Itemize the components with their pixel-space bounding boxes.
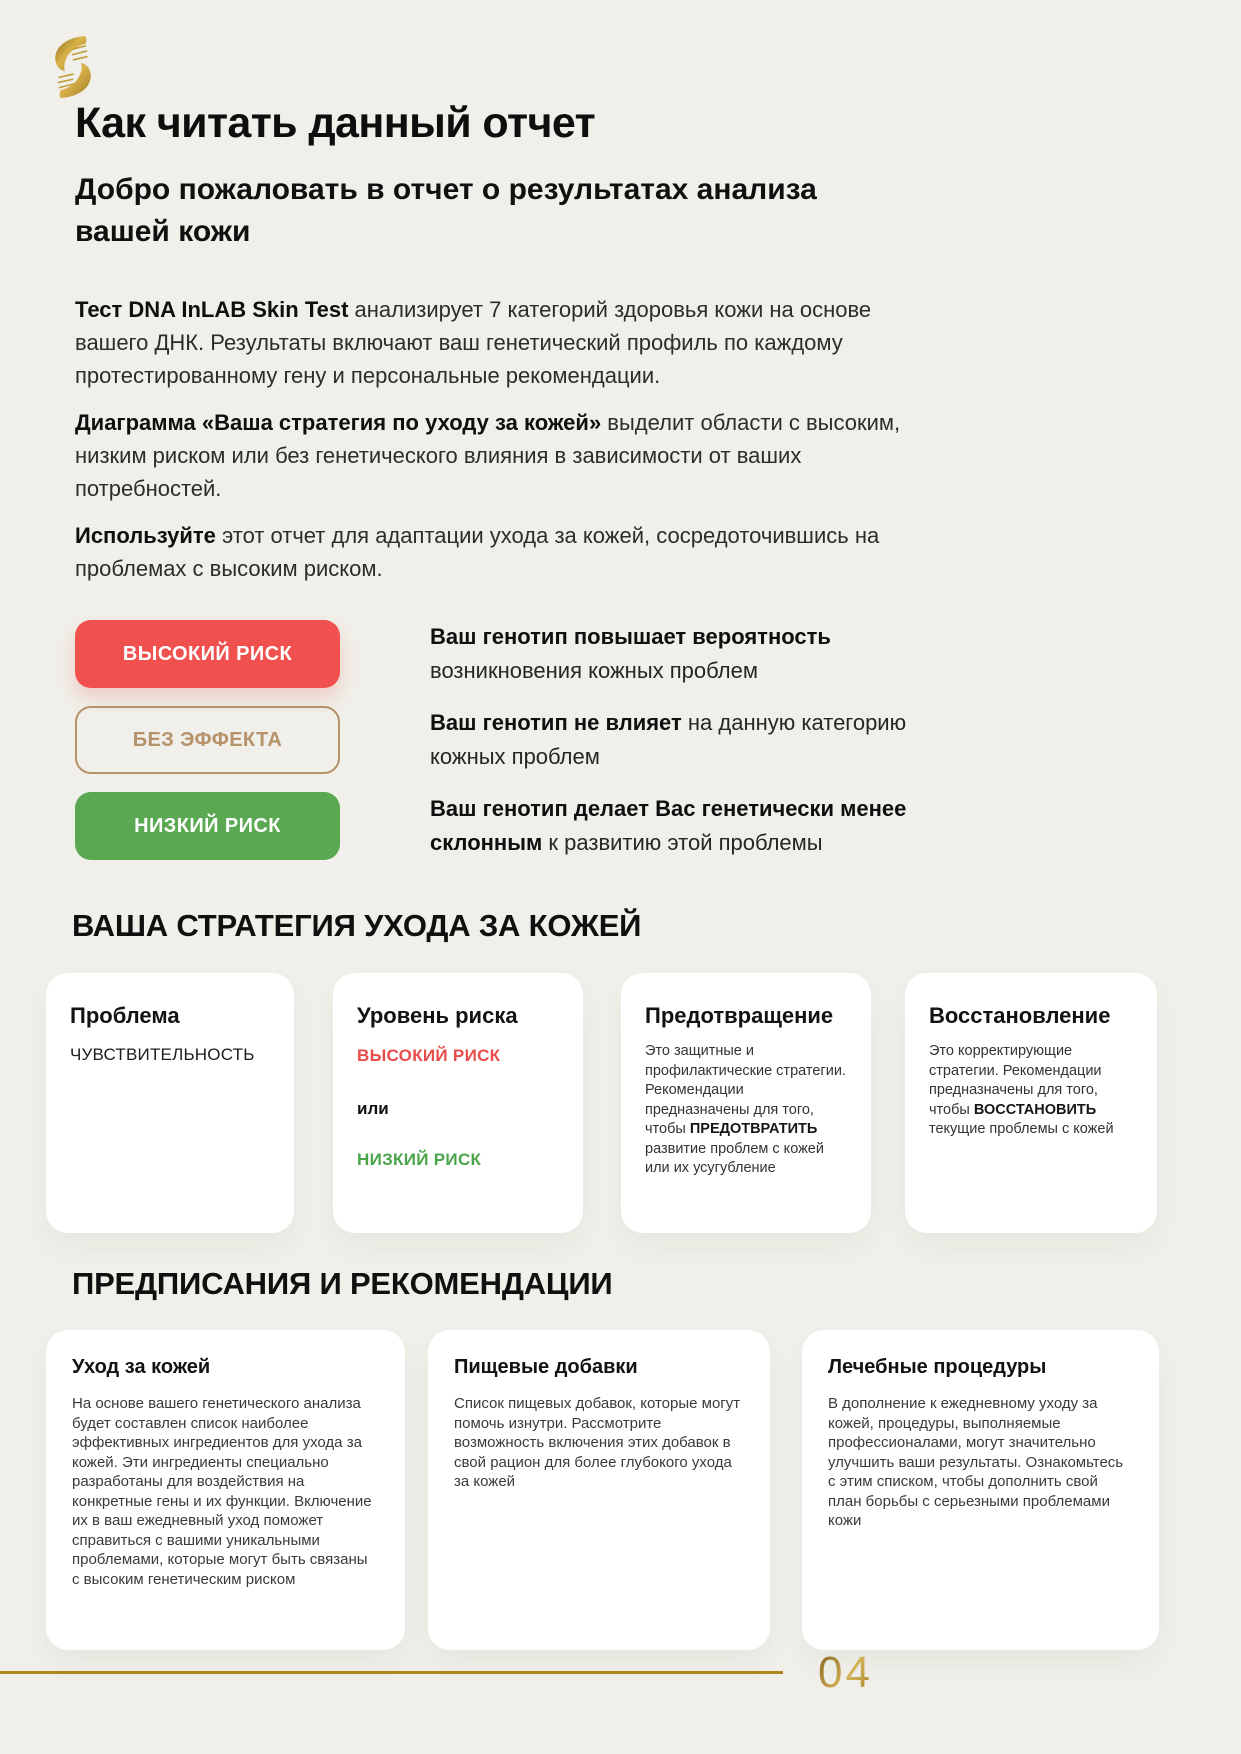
legend-description — [430, 792, 910, 860]
intro-lead: Тест DNA InLAB Skin Test — [75, 297, 349, 322]
card-title: Пищевые добавки — [454, 1356, 638, 1378]
legend-row-no-effect — [75, 706, 910, 774]
card-body: Список пищевых добавок, которые могут помочь изнутри. Рассмотрите возможность включения этих добавок в свой рацион для более глубокого ухода за кожей — [454, 1395, 741, 1490]
page-title: Как читать данный отчет — [75, 99, 596, 147]
intro-lead: Используйте — [75, 523, 216, 548]
risk-legend — [75, 620, 910, 878]
card-body — [929, 1042, 1133, 1140]
section-heading-prescriptions: ПРЕДПИСАНИЯ И РЕКОМЕНДАЦИИ — [72, 1266, 613, 1301]
card-title: Уход за кожей — [72, 1356, 211, 1378]
legend-description-text: на данную категорию кожных проблем — [430, 710, 907, 769]
legend-description — [430, 620, 910, 688]
prescription-card-supplements — [428, 1330, 770, 1650]
risk-low-label: НИЗКИЙ РИСК — [357, 1150, 482, 1169]
card-body: В дополнение к ежедневному уходу за кожей, процедуры, выполняемые профессионалами, могут значительно улучшить ваши результаты. Ознакомьтесь с этим списком, чтобы дополнить свой план борьбы с серьезными проблемами кожи — [828, 1395, 1124, 1529]
prescription-card-skincare — [46, 1330, 405, 1650]
card-title: Восстановление — [929, 1003, 1111, 1028]
risk-or-label: или — [357, 1099, 389, 1118]
strategy-card-risk-level — [333, 973, 583, 1233]
card-body-bold: ВОССТАНОВИТЬ — [973, 1101, 1097, 1118]
card-body-text: Это корректирующие стратегии. Рекомендации предназначены для того, чтобы — [929, 1043, 1102, 1118]
card-title: Проблема — [70, 1003, 180, 1028]
legend-description-text: к развитию этой проблемы — [542, 830, 823, 855]
card-title: Лечебные процедуры — [828, 1356, 1047, 1378]
intro-text: этот отчет для адаптации ухода за кожей, сосредоточившись на проблемах с высоким риском. — [75, 523, 880, 581]
dna-helix-icon — [44, 34, 102, 100]
intro-text: выделит области с высоким, низким риском или без генетического влияния в зависимости от ваших потребностей. — [75, 410, 901, 501]
no-effect-badge: БЕЗ ЭФФЕКТА — [75, 706, 340, 774]
card-body-bold: ПРЕДОТВРАТИТЬ — [689, 1121, 818, 1137]
intro-lead: Диаграмма «Ваша стратегия по уходу за кожей» — [75, 410, 602, 435]
legend-description — [430, 706, 910, 774]
intro-paragraph — [75, 519, 920, 585]
prescription-card-treatments — [802, 1330, 1159, 1650]
legend-description-bold: Ваш генотип не влияет — [430, 710, 682, 735]
card-body-text: текущие проблемы с кожей — [929, 1121, 1114, 1137]
card-body-text: развитие проблем с кожей или их усугубление — [645, 1140, 824, 1176]
intro-text: анализирует 7 категорий здоровья кожи на основе вашего ДНК. Результаты включают ваш генетический профиль по каждому протестированному гену и персональные рекомендации. — [75, 297, 872, 388]
brand-logo — [44, 34, 102, 100]
page-number: 04 — [818, 1648, 873, 1697]
intro-paragraph — [75, 293, 920, 392]
card-body-text: Это защитные и профилактические стратегии. Рекомендации предназначены для того, чтобы — [645, 1043, 846, 1137]
footer-divider — [0, 1671, 783, 1674]
strategy-card-problem — [46, 973, 294, 1233]
high-risk-badge: ВЫСОКИЙ РИСК — [75, 620, 340, 688]
strategy-card-prevention — [621, 973, 871, 1233]
page-subtitle: Добро пожаловать в отчет о результатах анализа вашей кожи — [75, 173, 817, 248]
card-title: Предотвращение — [645, 1003, 834, 1028]
card-title: Уровень риска — [357, 1003, 518, 1028]
intro-section — [75, 293, 920, 599]
card-body: На основе вашего генетического анализа будет составлен список наиболее эффективных ингредиентов для ухода за кожей. Эти ингредиенты специально разработаны для воздействия на конкретные гены и их функции. Включение их в ваш ежедневный уход поможет справиться с вашими уникальными проблемами, которые могут быть связаны с высоким генетическим риском — [72, 1395, 372, 1588]
low-risk-badge: НИЗКИЙ РИСК — [75, 792, 340, 860]
risk-high-label: ВЫСОКИЙ РИСК — [357, 1046, 501, 1065]
legend-description-bold: Ваш генотип делает Вас генетически менее склонным — [430, 796, 907, 855]
legend-description-bold: Ваш генотип повышает вероятность — [430, 624, 831, 649]
intro-paragraph — [75, 406, 920, 505]
strategy-card-restoration — [905, 973, 1157, 1233]
section-heading-strategy: ВАША СТРАТЕГИЯ УХОДА ЗА КОЖЕЙ — [72, 908, 642, 943]
card-body — [645, 1042, 847, 1179]
legend-description-text: возникновения кожных проблем — [430, 658, 758, 683]
legend-row-high-risk — [75, 620, 910, 688]
card-value: ЧУВСТВИТЕЛЬНОСТЬ — [70, 1045, 255, 1064]
legend-row-low-risk — [75, 792, 910, 860]
